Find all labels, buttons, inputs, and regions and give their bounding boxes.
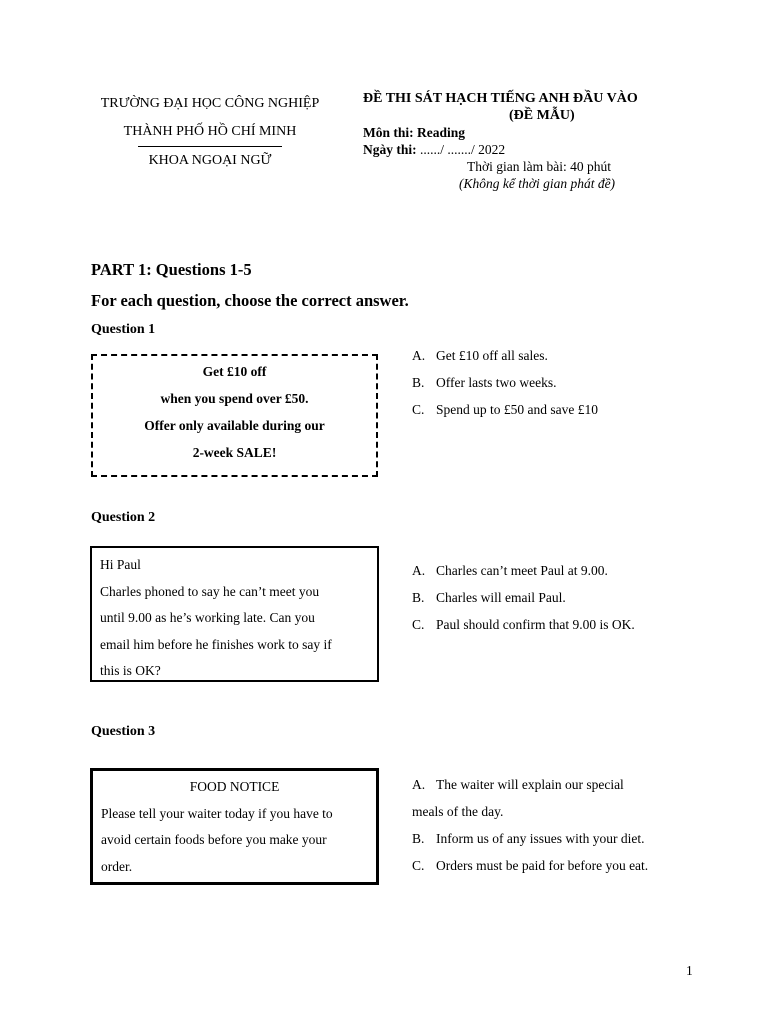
date-label: Ngày thi: bbox=[363, 142, 417, 157]
question-2-label: Question 2 bbox=[91, 510, 156, 525]
part-instruction: For each question, choose the correct answer. bbox=[91, 291, 409, 310]
notice-line: Charles phoned to say he can’t meet you bbox=[100, 583, 320, 599]
question-1-notice bbox=[91, 354, 378, 477]
subject-label: Môn thi: bbox=[363, 125, 414, 140]
option-a-continuation: meals of the day. bbox=[412, 804, 504, 819]
option-b[interactable]: B. Charles will email Paul. bbox=[412, 590, 566, 605]
notice-line: order. bbox=[101, 858, 133, 874]
part-title: PART 1: Questions 1-5 bbox=[91, 260, 252, 279]
duration-note: (Không kể thời gian phát đề) bbox=[459, 176, 616, 191]
notice-line: this is OK? bbox=[100, 663, 161, 678]
page-number: 1 bbox=[686, 963, 693, 978]
option-b[interactable]: B. Offer lasts two weeks. bbox=[412, 375, 557, 390]
school-header bbox=[80, 90, 340, 175]
notice-line: Get £10 off bbox=[202, 364, 267, 379]
option-a[interactable]: A. Get £10 off all sales. bbox=[412, 348, 548, 363]
exam-duration: Thời gian làm bài: 40 phút bbox=[467, 159, 611, 174]
notice-line: Offer only available during our bbox=[144, 418, 325, 433]
question-1-label: Question 1 bbox=[91, 322, 156, 337]
notice-title: FOOD NOTICE bbox=[189, 779, 280, 794]
notice-line: 2-week SALE! bbox=[192, 445, 277, 460]
notice-line: email him before he finishes work to say if bbox=[100, 636, 332, 652]
school-name-line1: TRƯỜNG ĐẠI HỌC CÔNG NGHIỆP bbox=[100, 96, 320, 111]
option-a[interactable]: A. Charles can’t meet Paul at 9.00. bbox=[412, 563, 608, 578]
notice-line: avoid certain foods before you make your bbox=[101, 832, 327, 847]
notice-line: Hi Paul bbox=[100, 557, 141, 572]
school-name-line2: THÀNH PHỐ HỒ CHÍ MINH bbox=[123, 124, 297, 139]
option-b[interactable]: B. Inform us of any issues with your diet. bbox=[412, 831, 645, 846]
question-2-options bbox=[412, 557, 635, 638]
option-c[interactable]: C. Spend up to £50 and save £10 bbox=[412, 402, 598, 417]
option-a[interactable]: A. The waiter will explain our special meals of the day. bbox=[412, 771, 648, 825]
exam-title: ĐỀ THI SÁT HẠCH TIẾNG ANH ĐẦU VÀO bbox=[363, 91, 638, 106]
question-3-label: Question 3 bbox=[91, 724, 156, 739]
question-2-notice bbox=[90, 546, 379, 682]
subject-value: Reading bbox=[417, 125, 466, 140]
notice-line: until 9.00 as he’s working late. Can you bbox=[100, 610, 315, 625]
option-c[interactable]: C. Paul should confirm that 9.00 is OK. bbox=[412, 617, 635, 632]
question-3-notice bbox=[90, 768, 379, 885]
option-c[interactable]: C. Orders must be paid for before you eat. bbox=[412, 858, 649, 873]
faculty-name: KHOA NGOẠI NGỮ bbox=[148, 153, 272, 168]
question-3-options bbox=[412, 771, 648, 879]
exam-subtitle: (ĐỀ MẪU) bbox=[509, 108, 575, 123]
date-line bbox=[363, 141, 703, 158]
subject-line bbox=[363, 124, 703, 141]
question-1-options bbox=[412, 342, 598, 423]
notice-line: Please tell your waiter today if you have to bbox=[101, 805, 333, 821]
exam-header bbox=[363, 90, 703, 192]
notice-line: when you spend over £50. bbox=[160, 391, 309, 406]
date-value: ....../ ......./ 2022 bbox=[420, 142, 506, 157]
